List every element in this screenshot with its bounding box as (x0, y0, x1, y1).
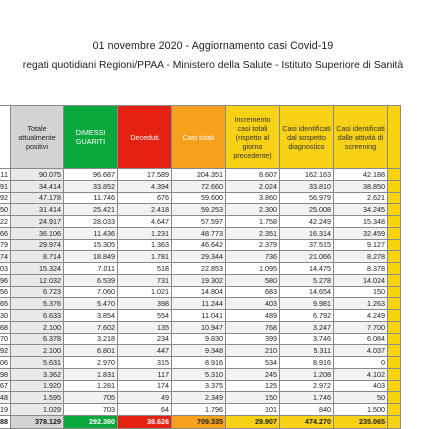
cell-cut-column (388, 345, 401, 357)
cell-positivi: 1.595 (11, 392, 64, 404)
cell-guariti: 1.281 (64, 380, 118, 392)
table-row (0, 192, 401, 204)
cell-guariti: 96.687 (64, 169, 118, 181)
cell-positivi: 2.100 (11, 321, 64, 333)
cell-cut-column (388, 180, 401, 192)
cell-deceduti: 518 (118, 263, 172, 275)
total-screening: 235.065 (334, 415, 388, 428)
table-header-row (0, 106, 401, 169)
table-row (0, 345, 401, 357)
cell-guariti: 15.305 (64, 239, 118, 251)
cell-positivi: 34.414 (11, 180, 64, 192)
cell-casi: 11.244 (172, 298, 226, 310)
cell-casi: 29.344 (172, 251, 226, 263)
cell-casi: 46.642 (172, 239, 226, 251)
cell-casi: 19.302 (172, 274, 226, 286)
cell-positivi: 36.106 (11, 227, 64, 239)
cell-first: 30 (0, 310, 11, 322)
header-cut-column (388, 106, 401, 169)
table-row (0, 321, 401, 333)
cell-deceduti: 1.021 (118, 286, 172, 298)
cell-cut-column (388, 251, 401, 263)
cell-guariti: 703 (64, 404, 118, 416)
cell-cut-column (388, 192, 401, 204)
cell-casi: 48.773 (172, 227, 226, 239)
cell-casi: 59.253 (172, 204, 226, 216)
cell-sospetto: 14.654 (280, 286, 334, 298)
table-row (0, 357, 401, 369)
cell-sospetto: 42.249 (280, 216, 334, 228)
cell-deceduti: 135 (118, 321, 172, 333)
cell-casi: 1.796 (172, 404, 226, 416)
cell-guariti: 3.854 (64, 310, 118, 322)
cell-incremento: 245 (226, 368, 280, 380)
cell-guariti: 7.060 (64, 286, 118, 298)
header-dimessi-guariti: DIMESSI GUARITI (64, 106, 118, 169)
table-row (0, 216, 401, 228)
cell-screening: 403 (334, 380, 388, 392)
cell-casi: 204.351 (172, 169, 226, 181)
cell-incremento: 101 (226, 404, 280, 416)
cell-screening: 1.500 (334, 404, 388, 416)
cell-sospetto: 8.916 (280, 357, 334, 369)
cell-first: 66 (0, 227, 11, 239)
cell-positivi: 1.029 (11, 404, 64, 416)
cell-guariti: 3.218 (64, 333, 118, 345)
cell-incremento: 683 (226, 286, 280, 298)
cell-cut-column (388, 216, 401, 228)
cell-sospetto: 37.515 (280, 239, 334, 251)
cell-deceduti: 234 (118, 333, 172, 345)
table-row (0, 227, 401, 239)
cell-deceduti: 17.589 (118, 169, 172, 181)
cell-screening: 38.850 (334, 180, 388, 192)
cell-first: 92 (0, 192, 11, 204)
table-row (0, 204, 401, 216)
cell-casi: 11.041 (172, 310, 226, 322)
cell-cut-column (388, 263, 401, 275)
cell-first: 56 (0, 286, 11, 298)
cell-first: 68 (0, 321, 11, 333)
table-row (0, 251, 401, 263)
cell-screening: 6.084 (334, 333, 388, 345)
cell-sospetto: 16.314 (280, 227, 334, 239)
cell-cut-column (388, 333, 401, 345)
header-sospetto-diagnostico: Casi identificati dal sospetto diagnostico (280, 106, 334, 169)
cell-sospetto: 5.311 (280, 345, 334, 357)
cell-cut-column (388, 380, 401, 392)
cell-incremento: 736 (226, 251, 280, 263)
cell-sospetto: 1.208 (280, 368, 334, 380)
cell-guariti: 7.011 (64, 263, 118, 275)
cell-cut-column (388, 404, 401, 416)
table-row (0, 298, 401, 310)
cell-incremento: 150 (226, 392, 280, 404)
cell-first: 74 (0, 251, 11, 263)
covid-regions-table (0, 105, 401, 429)
cell-sospetto: 1.746 (280, 392, 334, 404)
cell-positivi: 8.714 (11, 251, 64, 263)
totals-row (0, 415, 401, 428)
cell-first: 79 (0, 239, 11, 251)
cell-screening: 0 (334, 357, 388, 369)
cell-first: 06 (0, 357, 11, 369)
report-date-title: 01 novembre 2020 - Aggiornamento casi Covid-19 (92, 40, 334, 52)
cell-guariti: 1.831 (64, 368, 118, 380)
cell-incremento: 125 (226, 380, 280, 392)
cell-casi: 9.348 (172, 345, 226, 357)
header-deceduti: Deceduti (118, 106, 172, 169)
report-subtitle: regati quotidiani Regioni/PPAA - Ministero della Salute - Istituto Superiore di Sanità (22, 60, 404, 71)
cell-incremento: 403 (226, 298, 280, 310)
cell-positivi: 31.414 (11, 204, 64, 216)
cell-positivi: 2.100 (11, 345, 64, 357)
cell-first: 98 (0, 368, 11, 380)
cell-guariti: 11.436 (64, 227, 118, 239)
cell-deceduti: 731 (118, 274, 172, 286)
total-incremento: 29.907 (226, 415, 280, 428)
cell-first: 92 (0, 345, 11, 357)
cell-deceduti: 64 (118, 404, 172, 416)
cell-incremento: 2.379 (226, 239, 280, 251)
cell-sospetto: 3.746 (280, 333, 334, 345)
cell-casi: 2.349 (172, 392, 226, 404)
cell-guariti: 6.801 (64, 345, 118, 357)
cell-casi: 10.947 (172, 321, 226, 333)
cell-incremento: 210 (226, 345, 280, 357)
table-row (0, 310, 401, 322)
cell-positivi: 24.917 (11, 216, 64, 228)
table-row (0, 263, 401, 275)
cell-sospetto: 840 (280, 404, 334, 416)
cell-positivi: 90.075 (11, 169, 64, 181)
cell-cut-column (388, 239, 401, 251)
cell-screening: 9.127 (334, 239, 388, 251)
cell-sospetto: 3.247 (280, 321, 334, 333)
cell-deceduti: 447 (118, 345, 172, 357)
cell-first: 03 (0, 263, 11, 275)
cell-incremento: 2.351 (226, 227, 280, 239)
cell-screening: 50 (334, 392, 388, 404)
header-screening: Casi identificati dalle attività di screening (334, 106, 388, 169)
cell-first: 67 (0, 380, 11, 392)
cell-screening: 4.102 (334, 368, 388, 380)
cell-positivi: 47.178 (11, 192, 64, 204)
cell-screening: 34.245 (334, 204, 388, 216)
cell-sospetto: 21.066 (280, 251, 334, 263)
cell-sospetto: 162.163 (280, 169, 334, 181)
cell-casi: 9.830 (172, 333, 226, 345)
cell-screening: 32.459 (334, 227, 388, 239)
cell-casi: 14.804 (172, 286, 226, 298)
cell-first: 19 (0, 404, 11, 416)
cell-incremento: 1.758 (226, 216, 280, 228)
cell-guariti: 2.970 (64, 357, 118, 369)
cell-cut-column (388, 310, 401, 322)
table-row (0, 169, 401, 181)
cell-sospetto: 56.979 (280, 192, 334, 204)
total-guariti: 292.380 (64, 415, 118, 428)
cell-casi: 57.597 (172, 216, 226, 228)
table-row (0, 368, 401, 380)
table-row (0, 239, 401, 251)
cell-cut-column (388, 227, 401, 239)
cell-screening: 4.249 (334, 310, 388, 322)
table-row (0, 404, 401, 416)
total-cut-cell (388, 415, 401, 428)
total-deceduti: 38.626 (118, 415, 172, 428)
cell-incremento: 768 (226, 321, 280, 333)
cell-guariti: 7.602 (64, 321, 118, 333)
cell-sospetto: 25.008 (280, 204, 334, 216)
table-row (0, 180, 401, 192)
total-casi: 709.335 (172, 415, 226, 428)
cell-guariti: 33.852 (64, 180, 118, 192)
total-positivi: 378.129 (11, 415, 64, 428)
table-row (0, 286, 401, 298)
cell-deceduti: 4.394 (118, 180, 172, 192)
cell-screening: 2.621 (334, 192, 388, 204)
cell-incremento: 2.024 (226, 180, 280, 192)
cell-positivi: 5.376 (11, 298, 64, 310)
cell-positivi: 29.974 (11, 239, 64, 251)
cell-deceduti: 174 (118, 380, 172, 392)
cell-positivi: 12.032 (11, 274, 64, 286)
cell-sospetto: 5.278 (280, 274, 334, 286)
cell-screening: 42.188 (334, 169, 388, 181)
cell-cut-column (388, 204, 401, 216)
header-casi-totali: Casi totali (172, 106, 226, 169)
cell-sospetto: 2.972 (280, 380, 334, 392)
table-row (0, 380, 401, 392)
cell-deceduti: 1.231 (118, 227, 172, 239)
cell-screening: 14.024 (334, 274, 388, 286)
cell-cut-column (388, 392, 401, 404)
cell-screening: 15.348 (334, 216, 388, 228)
cell-casi: 22.853 (172, 263, 226, 275)
cell-incremento: 8.607 (226, 169, 280, 181)
cell-positivi: 6.633 (11, 310, 64, 322)
cell-screening: 4.037 (334, 345, 388, 357)
cell-positivi: 6.723 (11, 286, 64, 298)
cell-guariti: 5.470 (64, 298, 118, 310)
header-incremento: Incremento casi totali (rispetto al giorno precedente) (226, 106, 280, 169)
cell-deceduti: 49 (118, 392, 172, 404)
cell-casi: 59.600 (172, 192, 226, 204)
cell-incremento: 3.860 (226, 192, 280, 204)
cell-guariti: 6.539 (64, 274, 118, 286)
cell-first: 91 (0, 180, 11, 192)
cell-deceduti: 554 (118, 310, 172, 322)
header-region-code (0, 106, 11, 169)
cell-positivi: 6.378 (11, 333, 64, 345)
cell-incremento: 580 (226, 274, 280, 286)
cell-positivi: 1.920 (11, 380, 64, 392)
cell-incremento: 399 (226, 333, 280, 345)
cell-deceduti: 1.781 (118, 251, 172, 263)
cell-guariti: 25.421 (64, 204, 118, 216)
cell-sospetto: 14.475 (280, 263, 334, 275)
cell-cut-column (388, 274, 401, 286)
cell-sospetto: 9.981 (280, 298, 334, 310)
cell-screening: 1.263 (334, 298, 388, 310)
cell-guariti: 28.033 (64, 216, 118, 228)
cell-deceduti: 398 (118, 298, 172, 310)
table-body (0, 169, 401, 416)
cell-first: 96 (0, 274, 11, 286)
cell-incremento: 489 (226, 310, 280, 322)
cell-positivi: 5.631 (11, 357, 64, 369)
cell-first: 70 (0, 333, 11, 345)
cell-incremento: 534 (226, 357, 280, 369)
cell-first: 50 (0, 204, 11, 216)
cell-positivi: 15.324 (11, 263, 64, 275)
cell-deceduti: 4.647 (118, 216, 172, 228)
cell-sospetto: 6.792 (280, 310, 334, 322)
cell-deceduti: 2.418 (118, 204, 172, 216)
cell-screening: 8.278 (334, 251, 388, 263)
cell-incremento: 2.300 (226, 204, 280, 216)
cell-cut-column (388, 357, 401, 369)
cell-incremento: 1.095 (226, 263, 280, 275)
cell-first: 22 (0, 216, 11, 228)
cell-deceduti: 1.363 (118, 239, 172, 251)
header-attualmente-positivi: Totale attualmente positivi (11, 106, 64, 169)
cell-screening: 150 (334, 286, 388, 298)
cell-guariti: 11.746 (64, 192, 118, 204)
cell-cut-column (388, 321, 401, 333)
cell-first: 65 (0, 298, 11, 310)
table-row (0, 274, 401, 286)
cell-sospetto: 33.810 (280, 180, 334, 192)
cell-cut-column (388, 298, 401, 310)
cell-deceduti: 315 (118, 357, 172, 369)
cell-cut-column (388, 368, 401, 380)
cell-guariti: 18.849 (64, 251, 118, 263)
total-sospetto: 474.270 (280, 415, 334, 428)
total-first: 88 (0, 415, 11, 428)
cell-screening: 8.378 (334, 263, 388, 275)
cell-screening: 7.700 (334, 321, 388, 333)
cell-guariti: 705 (64, 392, 118, 404)
cell-deceduti: 676 (118, 192, 172, 204)
cell-first: 48 (0, 392, 11, 404)
cell-deceduti: 117 (118, 368, 172, 380)
cell-casi: 5.310 (172, 368, 226, 380)
table-row (0, 333, 401, 345)
cell-casi: 72.660 (172, 180, 226, 192)
cell-casi: 3.375 (172, 380, 226, 392)
cell-casi: 8.916 (172, 357, 226, 369)
cell-cut-column (388, 286, 401, 298)
cell-positivi: 3.362 (11, 368, 64, 380)
cell-cut-column (388, 169, 401, 181)
cell-first: 11 (0, 169, 11, 181)
table-row (0, 392, 401, 404)
